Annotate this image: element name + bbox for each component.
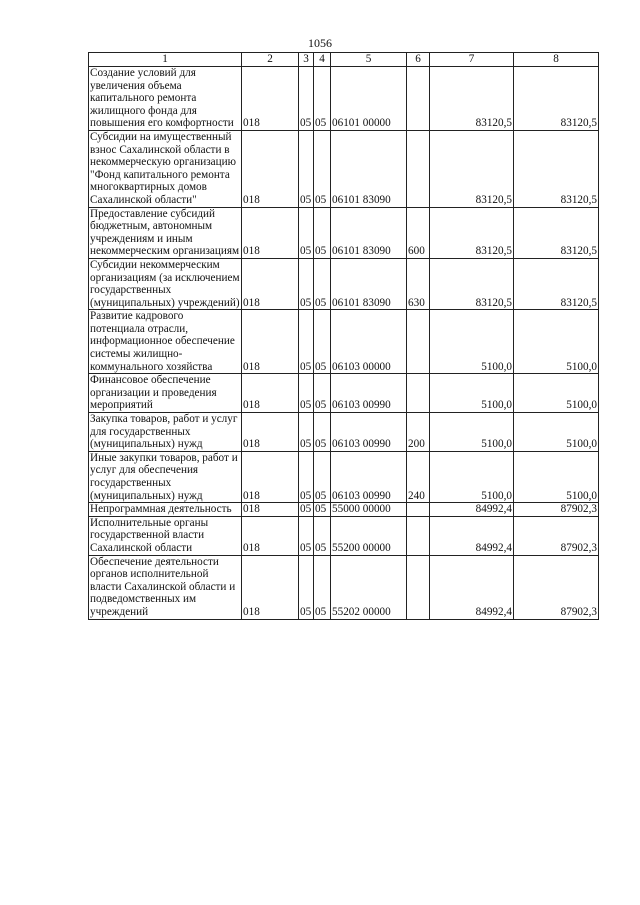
- row-amount-1: 5100,0: [430, 451, 514, 502]
- row-amount-1: 84992,4: [430, 516, 514, 555]
- row-code-expense-type: [407, 67, 430, 131]
- table-row: [89, 67, 599, 131]
- row-code-target: 06103 00990: [331, 413, 407, 452]
- row-amount-2: 87902,3: [514, 555, 599, 619]
- row-code-expense-type: [407, 516, 430, 555]
- row-code-target: 06103 00990: [331, 451, 407, 502]
- row-code-ministry: 018: [242, 207, 299, 258]
- row-code-ministry: 018: [242, 258, 299, 309]
- row-code-target: 55200 00000: [331, 516, 407, 555]
- row-code-subsection: 05: [314, 516, 331, 555]
- row-code-ministry: 018: [242, 451, 299, 502]
- row-code-section: 05: [299, 451, 314, 502]
- row-code-subsection: 05: [314, 130, 331, 207]
- row-code-section: 05: [299, 374, 314, 413]
- row-code-target: 06103 00000: [331, 310, 407, 374]
- row-amount-1: 83120,5: [430, 207, 514, 258]
- column-header-3: 3: [299, 53, 314, 67]
- row-code-subsection: 05: [314, 67, 331, 131]
- row-amount-2: 5100,0: [514, 451, 599, 502]
- table-row: [89, 516, 599, 555]
- row-code-ministry: 018: [242, 555, 299, 619]
- header-row: [89, 53, 599, 67]
- row-code-section: 05: [299, 516, 314, 555]
- row-name: Развитие кадрового потенциала отрасли, информационное обеспечение системы жилищно-коммунального хозяйства: [89, 310, 242, 374]
- row-amount-2: 87902,3: [514, 516, 599, 555]
- row-amount-2: 83120,5: [514, 67, 599, 131]
- row-code-subsection: 05: [314, 503, 331, 517]
- row-amount-1: 84992,4: [430, 503, 514, 517]
- row-amount-2: 83120,5: [514, 130, 599, 207]
- row-name: Субсидии некоммерческим организациям (за исключением государственных (муниципальных) учреждений): [90, 258, 240, 309]
- row-code-expense-type: [407, 555, 430, 619]
- row-code-section: 05: [299, 258, 314, 309]
- row-code-subsection: 05: [314, 555, 331, 619]
- row-amount-2: 87902,3: [514, 503, 599, 517]
- column-header-4: 4: [314, 53, 331, 67]
- row-code-section: 05: [299, 413, 314, 452]
- row-code-expense-type: [407, 130, 430, 207]
- table-row: [89, 374, 599, 413]
- row-code-target: 55202 00000: [331, 555, 407, 619]
- row-amount-1: 83120,5: [430, 67, 514, 131]
- row-name: Создание условий для увеличения объема капитального ремонта жилищного фонда для повышения его комфортности: [89, 67, 242, 131]
- row-amount-1: 5100,0: [430, 374, 514, 413]
- column-header-8: 8: [514, 53, 599, 67]
- row-name: Закупка товаров, работ и услуг для государственных (муниципальных) нужд: [89, 413, 242, 452]
- table-row: [89, 451, 599, 502]
- row-amount-1: 84992,4: [430, 555, 514, 619]
- row-code-target: 55000 00000: [331, 503, 407, 517]
- row-code-section: 05: [299, 310, 314, 374]
- row-code-ministry: 018: [242, 130, 299, 207]
- row-code-ministry: 018: [242, 374, 299, 413]
- column-header-5: 5: [331, 53, 407, 67]
- row-amount-2: 83120,5: [514, 207, 599, 258]
- row-code-ministry: 018: [242, 503, 299, 517]
- row-code-expense-type: 630: [407, 258, 430, 309]
- column-header-2: 2: [242, 53, 299, 67]
- table-row: [89, 258, 599, 309]
- table-row: [89, 503, 599, 517]
- row-code-expense-type: [407, 310, 430, 374]
- row-amount-2: 5100,0: [514, 310, 599, 374]
- row-amount-1: 5100,0: [430, 310, 514, 374]
- row-name: Обеспечение деятельности органов исполнительной власти Сахалинской области и подведомственных им учреждений: [89, 555, 242, 619]
- row-name: Непрограммная деятельность: [89, 503, 242, 517]
- row-code-expense-type: 200: [407, 413, 430, 452]
- row-name: Финансовое обеспечение организации и проведения мероприятий: [89, 374, 242, 413]
- row-code-section: 05: [299, 207, 314, 258]
- row-code-expense-type: 240: [407, 451, 430, 502]
- row-code-section: 05: [299, 130, 314, 207]
- row-code-target: 06101 83090: [331, 207, 407, 258]
- row-name: Субсидии на имущественный взнос Сахалинской области в некоммерческую организацию "Фонд капитального ремонта многоквартирных домов Сахалинской области": [89, 130, 242, 207]
- row-code-target: 06101 83090: [331, 258, 407, 309]
- row-code-subsection: 05: [314, 310, 331, 374]
- budget-table: [88, 52, 599, 620]
- row-code-subsection: 05: [314, 374, 331, 413]
- row-code-section: 05: [299, 67, 314, 131]
- row-code-ministry: 018: [242, 310, 299, 374]
- row-amount-1: 83120,5: [430, 258, 514, 309]
- row-code-ministry: 018: [242, 413, 299, 452]
- row-amount-1: 5100,0: [430, 413, 514, 452]
- row-amount-2: 5100,0: [514, 413, 599, 452]
- row-name: Иные закупки товаров, работ и услуг для обеспечения государственных (муниципальных) нужд: [89, 451, 242, 502]
- table-row: [89, 207, 599, 258]
- row-code-target: 06101 00000: [331, 67, 407, 131]
- column-header-1: 1: [89, 53, 242, 67]
- row-name: Предоставление субсидий бюджетным, автономным учреждениям и иным некоммерческим организациям: [89, 207, 242, 258]
- row-amount-1: 83120,5: [430, 130, 514, 207]
- row-code-ministry: 018: [242, 516, 299, 555]
- row-amount-2: 83120,5: [514, 258, 599, 309]
- table-row: [89, 310, 599, 374]
- row-code-expense-type: [407, 374, 430, 413]
- row-amount-2: 5100,0: [514, 374, 599, 413]
- row-code-section: 05: [299, 555, 314, 619]
- row-code-section: 05: [299, 503, 314, 517]
- column-header-6: 6: [407, 53, 430, 67]
- row-code-subsection: 05: [314, 207, 331, 258]
- table-row: [89, 130, 599, 207]
- row-name: Исполнительные органы государственной власти Сахалинской области: [89, 516, 242, 555]
- row-code-expense-type: [407, 503, 430, 517]
- row-code-subsection: 05: [314, 258, 331, 309]
- row-code-target: 06101 83090: [331, 130, 407, 207]
- column-header-7: 7: [430, 53, 514, 67]
- row-code-expense-type: 600: [407, 207, 430, 258]
- table-row: [89, 555, 599, 619]
- row-code-target: 06103 00990: [331, 374, 407, 413]
- row-code-subsection: 05: [314, 413, 331, 452]
- page-number: 1056: [308, 36, 332, 50]
- row-code-subsection: 05: [314, 451, 331, 502]
- table-row: [89, 413, 599, 452]
- row-code-ministry: 018: [242, 67, 299, 131]
